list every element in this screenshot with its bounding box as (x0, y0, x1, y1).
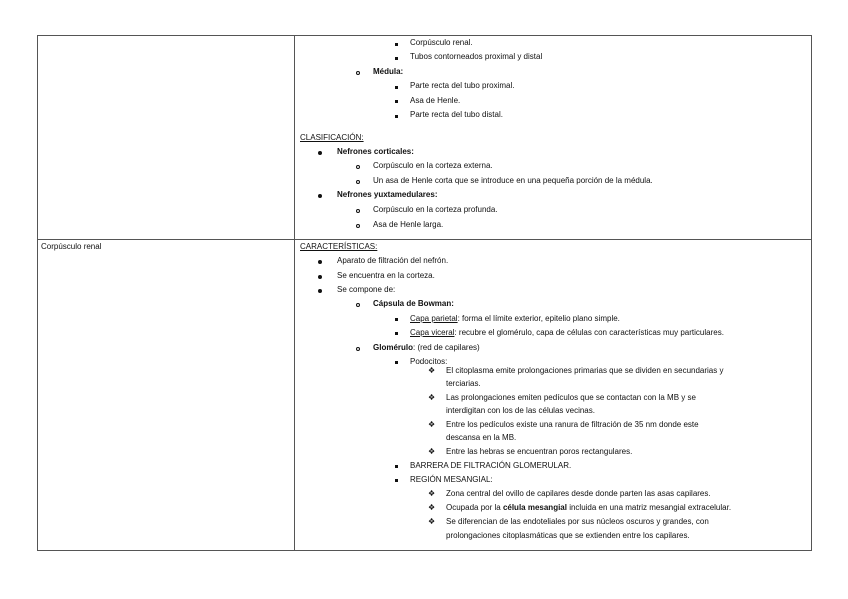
list-item: Podocitos: (410, 357, 448, 366)
list-item: Nefrones corticales: (337, 147, 414, 156)
square-bullet-icon (395, 465, 398, 468)
list-item: El citoplasma emite prolongaciones primarias que se dividen en secundarias y (446, 366, 724, 375)
list-item: REGIÓN MESANGIAL: (410, 475, 493, 484)
disc-bullet-icon (318, 260, 322, 264)
diamond-bullet-icon: ❖ (428, 420, 436, 429)
diamond-bullet-icon: ❖ (428, 447, 436, 456)
list-item-continuation: interdigitan con los de las células vecinas. (446, 406, 595, 415)
disc-bullet-icon (318, 151, 322, 155)
disc-bullet-icon (318, 194, 322, 198)
circle-bullet-icon (356, 180, 360, 184)
circle-bullet-icon (356, 347, 360, 351)
glomerulo-text: : (red de capilares) (413, 343, 480, 352)
square-bullet-icon (395, 361, 398, 364)
list-item: BARRERA DE FILTRACIÓN GLOMERULAR. (410, 461, 572, 470)
list-item (410, 328, 724, 338)
list-item: Corpúsculo renal. (410, 38, 473, 47)
list-item: Nefrones yuxtamedulares: (337, 190, 438, 199)
m2-post: incluida en una matriz mesangial extracelular. (566, 503, 732, 512)
list-item: Entre las hebras se encuentran poros rectangulares. (446, 447, 633, 456)
parietal-text: : forma el límite exterior, epitelio plano simple. (457, 314, 620, 323)
square-bullet-icon (395, 318, 398, 321)
row-divider (38, 239, 811, 240)
circle-bullet-icon (356, 71, 360, 75)
square-bullet-icon (395, 115, 398, 118)
list-item-continuation: descansa en la MB. (446, 433, 517, 442)
list-item: Aparato de filtración del nefrón. (337, 256, 449, 265)
list-item: Corpúsculo en la corteza externa. (373, 161, 493, 170)
visceral-text: : recubre el glomérulo, capa de células con características muy particulares. (454, 328, 724, 337)
square-bullet-icon (395, 332, 398, 335)
list-item (373, 343, 480, 353)
list-item-continuation: prolongaciones citoplasmáticas que se extienden entre los capilares. (446, 531, 690, 540)
list-item (373, 299, 454, 309)
circle-bullet-icon (356, 303, 360, 307)
list-item: Médula: (373, 67, 404, 76)
diamond-bullet-icon: ❖ (428, 489, 436, 498)
list-item-continuation: terciarias. (446, 379, 481, 388)
m2-bold: célula mesangial (502, 503, 567, 512)
circle-bullet-icon (356, 224, 360, 228)
diamond-bullet-icon: ❖ (428, 503, 436, 512)
disc-bullet-icon (318, 275, 322, 279)
m2-pre: Ocupada por la (446, 503, 503, 512)
parietal-label: Capa parietal (410, 314, 458, 323)
list-item: Asa de Henle. (410, 96, 461, 105)
square-bullet-icon (395, 43, 398, 46)
list-item: Se diferencian de las endoteliales por sus núcleos oscuros y grandes, con (446, 517, 709, 526)
list-item: Las prolongaciones emiten pedículos que se contactan con la MB y se (446, 393, 696, 402)
list-item: Un asa de Henle corta que se introduce en una pequeña porción de la médula. (373, 176, 653, 185)
bowman-colon: : (451, 299, 454, 308)
list-item: Entre los pedículos existe una ranura de filtración de 35 nm donde este (446, 420, 699, 429)
list-item: Zona central del ovillo de capilares desde donde parten las asas capilares. (446, 489, 711, 498)
row-label: Corpúsculo renal (41, 242, 102, 251)
section-heading: CLASIFICACIÓN: (300, 133, 364, 142)
circle-bullet-icon (356, 209, 360, 213)
diamond-bullet-icon: ❖ (428, 393, 436, 402)
list-item (410, 314, 620, 324)
column-divider (294, 36, 295, 550)
diamond-bullet-icon: ❖ (428, 366, 436, 375)
list-item (446, 503, 731, 513)
disc-bullet-icon (318, 289, 322, 293)
list-item: Tubos contorneados proximal y distal (410, 52, 543, 61)
square-bullet-icon (395, 479, 398, 482)
list-item: Parte recta del tubo proximal. (410, 81, 515, 90)
square-bullet-icon (395, 86, 398, 89)
glomerulo-label: Glomérulo (373, 343, 414, 352)
section-heading: CARACTERÍSTICAS: (300, 242, 378, 251)
list-item: Corpúsculo en la corteza profunda. (373, 205, 498, 214)
square-bullet-icon (395, 100, 398, 103)
diamond-bullet-icon: ❖ (428, 517, 436, 526)
circle-bullet-icon (356, 165, 360, 169)
bowman-label: Cápsula de Bowman (373, 299, 452, 308)
list-item: Parte recta del tubo distal. (410, 110, 503, 119)
list-item: Se compone de: (337, 285, 396, 294)
list-item: Se encuentra en la corteza. (337, 271, 435, 280)
square-bullet-icon (395, 57, 398, 60)
visceral-label: Capa viceral (410, 328, 455, 337)
list-item: Asa de Henle larga. (373, 220, 444, 229)
